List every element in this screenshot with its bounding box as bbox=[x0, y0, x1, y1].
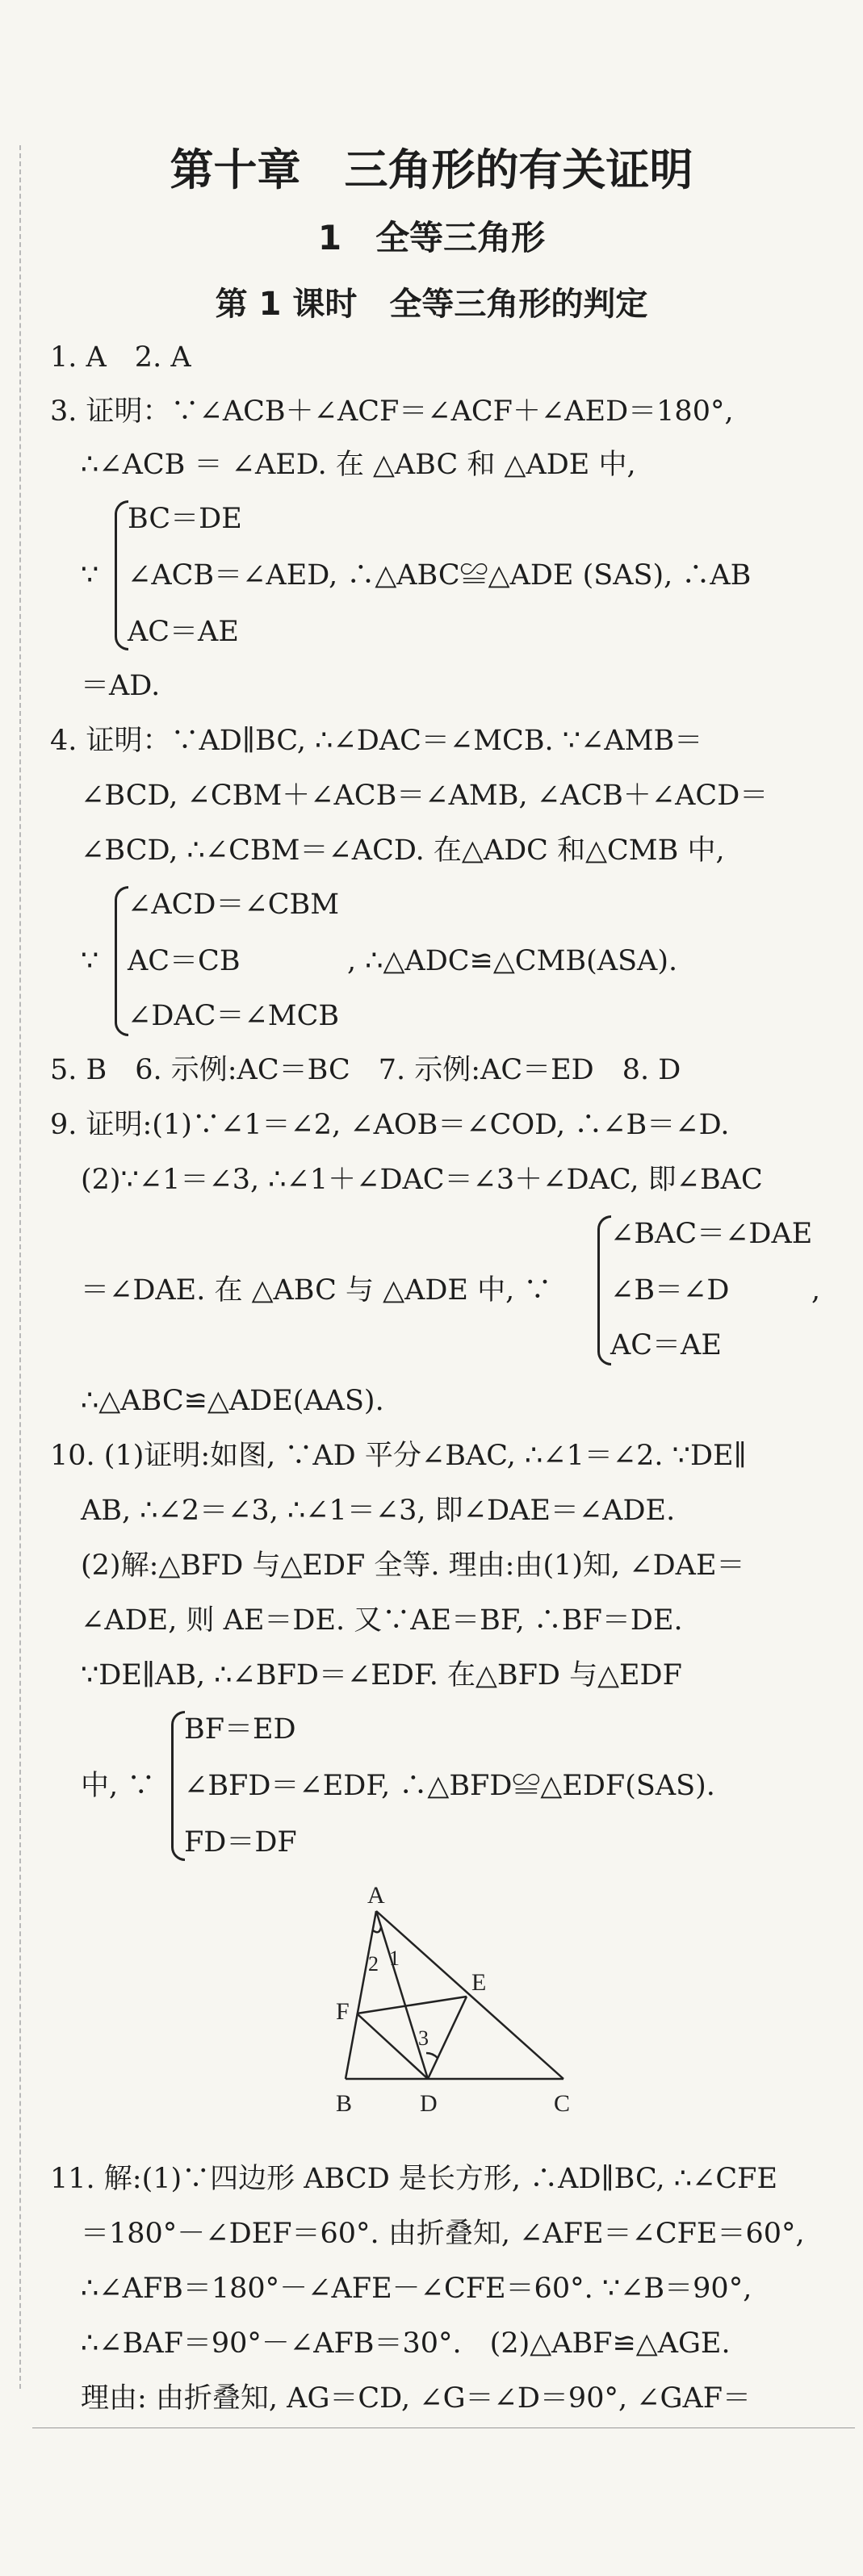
answer-line: ∠DAC＝∠MCB bbox=[128, 1000, 340, 1032]
brace bbox=[115, 500, 128, 650]
answer-line: ∠BFD＝∠EDF, ∴△BFD≌△EDF(SAS). bbox=[184, 1770, 715, 1802]
answer-line: ∵ bbox=[81, 945, 99, 977]
angle-label-3: 3 bbox=[418, 2026, 429, 2050]
answer-line: ∴∠ACB ＝ ∠AED. 在 △ABC 和 △ADE 中, bbox=[81, 449, 636, 481]
triangle-figure bbox=[307, 1880, 597, 2122]
answer-line: (2)解:△BFD 与△EDF 全等. 理由:由(1)知, ∠DAE＝ bbox=[81, 1549, 745, 1582]
answer-line: AC＝AE bbox=[128, 616, 239, 648]
answer-line: ∠ADE, 则 AE＝DE. 又∵AE＝BF, ∴BF＝DE. bbox=[81, 1604, 683, 1637]
chapter-title: 第十章 三角形的有关证明 bbox=[170, 144, 693, 195]
answer-line: ∵DE∥AB, ∴∠BFD＝∠EDF. 在△BFD 与△EDF bbox=[81, 1659, 682, 1692]
brace bbox=[597, 1215, 611, 1365]
answer-line: BF＝ED bbox=[184, 1713, 296, 1746]
answer-line: ∠ACB＝∠AED, ∴△ABC≌△ADE (SAS), ∴AB bbox=[128, 559, 752, 592]
brace bbox=[115, 886, 128, 1036]
answer-line: , bbox=[811, 1274, 821, 1307]
section-title: 1 全等三角形 bbox=[317, 218, 546, 257]
label-C: C bbox=[554, 2090, 571, 2117]
answer-line: ∠ACD＝∠CBM bbox=[128, 889, 340, 921]
answer-line: 4. 证明：∵AD∥BC, ∴∠DAC＝∠MCB. ∵∠AMB＝ bbox=[50, 725, 703, 757]
answer-line: 1. A 2. A bbox=[50, 341, 191, 374]
lesson-title: 第 1 课时 全等三角形的判定 bbox=[215, 286, 648, 323]
answer-line: ＝180°－∠DEF＝60°. 由折叠知, ∠AFE＝∠CFE＝60°, bbox=[81, 2218, 805, 2250]
answer-line: ∴∠BAF＝90°－∠AFB＝30°. (2)△ABF≌△AGE. bbox=[81, 2327, 731, 2360]
answer-line: ∠B＝∠D bbox=[610, 1274, 730, 1307]
answer-line: 5. B 6. 示例:AC＝BC 7. 示例:AC＝ED 8. D bbox=[50, 1054, 681, 1086]
label-D: D bbox=[420, 2090, 438, 2117]
left-margin-dashed-line bbox=[19, 145, 21, 2389]
answer-line: 理由: 由折叠知, AG＝CD, ∠G＝∠D＝90°, ∠GAF＝ bbox=[81, 2382, 752, 2415]
label-B: B bbox=[336, 2090, 353, 2117]
answer-line: ∠BAC＝∠DAE bbox=[610, 1218, 813, 1250]
answer-line: , ∴△ADC≌△CMB(ASA). bbox=[347, 945, 678, 977]
answer-line: FD＝DF bbox=[184, 1826, 297, 1859]
brace bbox=[171, 1711, 185, 1861]
answer-line: 10. (1)证明:如图, ∵AD 平分∠BAC, ∴∠1＝∠2. ∵DE∥ bbox=[50, 1440, 747, 1472]
answer-line: ＝AD. bbox=[81, 670, 161, 702]
angle-label-1: 1 bbox=[389, 1947, 400, 1970]
answer-line: ∴△ABC≌△ADE(AAS). bbox=[81, 1385, 384, 1417]
answer-line: AB, ∴∠2＝∠3, ∴∠1＝∠3, 即∠DAE＝∠ADE. bbox=[81, 1495, 676, 1527]
answer-line: (2)∵∠1＝∠3, ∴∠1＋∠DAC＝∠3＋∠DAC, 即∠BAC bbox=[81, 1164, 763, 1196]
label-F: F bbox=[336, 1998, 350, 2025]
answer-line: AC＝AE bbox=[610, 1329, 722, 1361]
answer-line: 3. 证明：∵∠ACB＋∠ACF＝∠ACF＋∠AED＝180°, bbox=[50, 395, 734, 428]
answer-line: AC＝CB bbox=[128, 945, 241, 977]
answer-line: BC＝DE bbox=[128, 503, 242, 535]
answer-line: 11. 解:(1)∵四边形 ABCD 是长方形, ∴AD∥BC, ∴∠CFE bbox=[50, 2163, 778, 2195]
answer-line: ∴∠AFB＝180°－∠AFE－∠CFE＝60°. ∵∠B＝90°, bbox=[81, 2273, 752, 2305]
answer-line: ＝∠DAE. 在 △ABC 与 △ADE 中, ∵ bbox=[81, 1274, 552, 1307]
label-A: A bbox=[367, 1882, 385, 1909]
label-E: E bbox=[471, 1969, 487, 1996]
answer-line: ∵ bbox=[81, 559, 99, 592]
answer-line: 中, ∵ bbox=[81, 1770, 156, 1802]
angle-label-2: 2 bbox=[368, 1952, 379, 1976]
answer-line: 9. 证明:(1)∵∠1＝∠2, ∠AOB＝∠COD, ∴∠B＝∠D. bbox=[50, 1109, 730, 1141]
answer-line: ∠BCD, ∴∠CBM＝∠ACD. 在△ADC 和△CMB 中, bbox=[81, 834, 725, 867]
answer-line: ∠BCD, ∠CBM＋∠ACB＝∠AMB, ∠ACB＋∠ACD＝ bbox=[81, 780, 769, 812]
